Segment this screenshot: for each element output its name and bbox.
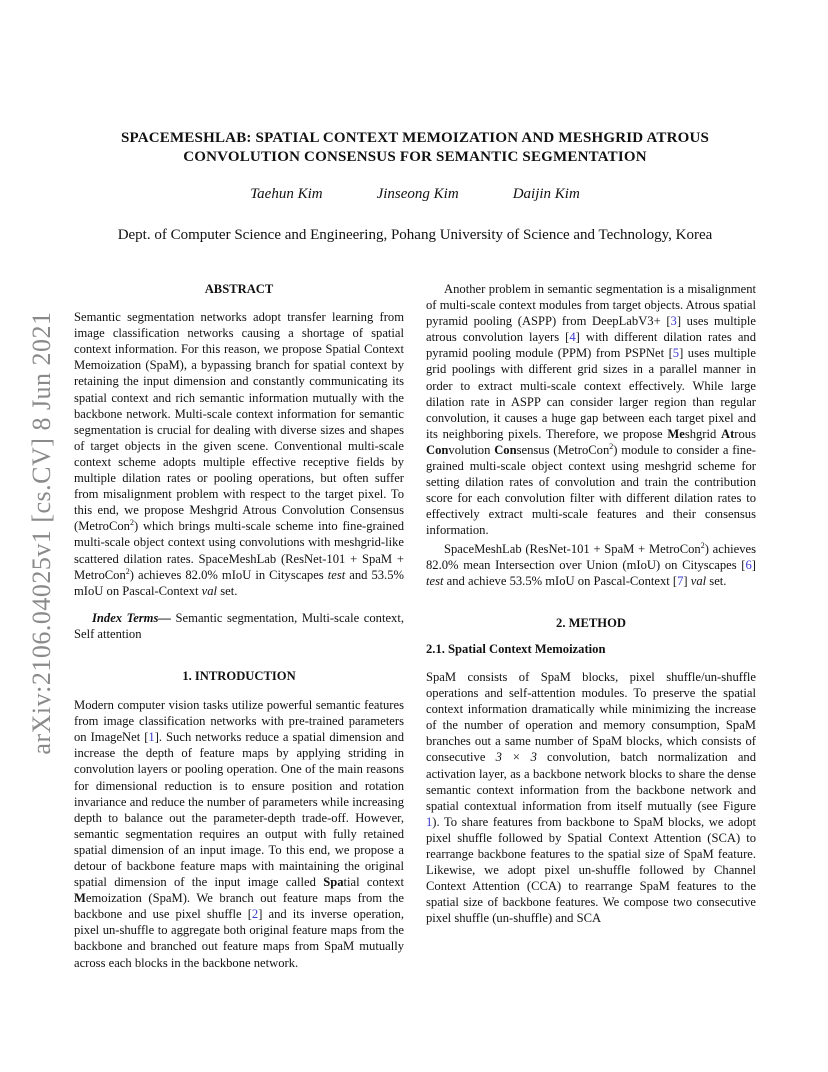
method-subheading: 2.1. Spatial Context Memoization — [426, 641, 606, 656]
intro-text: Modern computer vision tasks utilize powerful semantic features from image classification networks with pre-trained parameters on ImageNet [1]. Such networks reduce a spatial dimension and increase the depth of feature maps by applying striding in convolution layers or pooling operation. One of the main reasons for dimensional reduction is to ensure position and rotation invariance and reduce the number of parameters while increasing depth to balance out the parameter-depth trade-off. However, semantic segmentation requires an output with fully retained spatial dimension of an input image. To this end, we propose a detour of backbone feature maps with maintaining the original spatial dimension of the input image called Spatial context Memoization (SpaM). We branch out feature maps from the backbone and use pixel shuffle [2] and its inverse operation, pixel un-shuffle to aggregate both original feature maps from the backbone and branched out feature maps from SpaM mutually across each blocks in the backbone network. — [74, 698, 405, 970]
author-name: Jinseong Kim — [376, 186, 459, 202]
arxiv-stamp: arXiv:2106.04025v1 [cs.CV] 8 Jun 2021 — [27, 311, 56, 755]
citation-link[interactable]: 5 — [672, 346, 680, 361]
citation-link[interactable]: 1 — [148, 730, 155, 745]
citation-link[interactable]: 7 — [677, 573, 684, 588]
title-line-1: SPACEMESHLAB: SPATIAL CONTEXT MEMOIZATION AND MESHGRID ATROUS — [120, 130, 710, 146]
method-heading: 2. METHOD — [556, 615, 626, 630]
method-text: SpaM consists of SpaM blocks, pixel shuffle/un-shuffle operations and self-attention modules. To preserve the spatial context information dramatically while minimizing the increase of the number of operation and memory consumption, SpaM branches out a same number of SpaM blocks, which consists of consecutive 3 × 3 convolution, batch normalization and activation layer, as a backbone network blocks to share the dense semantic context information from the backbone network and spatial contextual information from itself mutually (see Figure 1). To share features from backbone to SpaM blocks, we adopt pixel shuffle followed by Spatial Context Attention (SCA) to rearrange backbone features to the spatial size of SpaM feature. Likewise, we adopt pixel un-shuffle followed by Channel Context Attention (CCA) to rearrange SpaM features to the spatial size of backbone features. We compose two consecutive pixel shuffle (un-shuffle) and SCA — [426, 669, 757, 926]
summary-text: SpaceMeshLab (ResNet-101 + SpaM + MetroCon$^2$) achieves 82.0% mean Intersection over Union (mIoU) on Cityscapes [6] test and achieve 53.5% mIoU on Pascal-Context [7] val set. — [426, 540, 756, 588]
problem-text: Another problem in semantic segmentation is a misalignment of multi-scale context modules from target objects. Atrous spatial pyramid pooling (ASPP) from DeepLabV3+ [3] uses multiple atrous convolution layers [4] with different dilation rates and pyramid pooling module (PPM) from PSPNet [5] uses multiple grid poolings with different grid sizes in a parallel manner in order to extract multi-scale context effectively. While large dilation rate in ASPP can consider larger region than regular convolution, it causes a huge gap between each target pixel and its neighboring pixels. Therefore, we propose Meshgrid Atrous Convolution Consensus (MetroCon$^2$) module to consider a fine-grained multi-scale object context using meshgrid scheme for setting dilation rates of convolution and train the contribution score for each convolution filter with different dilation rates to effectively extract multi-scale features and their consensus information. — [426, 282, 756, 538]
intro-heading: 1. INTRODUCTION — [182, 668, 296, 683]
abstract-heading: ABSTRACT — [204, 282, 274, 296]
citation-link[interactable]: 3 — [670, 314, 677, 329]
author-name: Taehun Kim — [250, 186, 323, 202]
citation-link[interactable]: 4 — [569, 330, 576, 345]
figure-link[interactable]: 1 — [426, 814, 433, 829]
left-column — [74, 281, 404, 971]
abstract-text: Semantic segmentation networks adopt transfer learning from image classification networks causing a shortage of spatial context information. For this reason, we propose Spatial Context Memoization (SpaM), a bypassing branch for spatial context by retaining the input dimension and constantly communicating its spatial context and rich semantic information mutually with the backbone network. Multi-scale context information for semantic segmentation is crucial for dealing with diverse sizes and shapes of target objects in the given scene. Conventional multi-scale context scheme adopts multiple effective receptive fields by multiple dilation rates or pooling operations, but often suffer from misalignment problem with respect to the target pixel. To this end, we propose Meshgrid Atrous Convolution Consensus (MetroCon$^2$) which brings multi-scale scheme into fine-grained multi-scale object context using convolutions with meshgrid-like scattered dilation rates. SpaceMeshLab (ResNet-101 + SpaM + MetroCon$^2$) achieves 82.0% mIoU in Cityscapes test and 53.5% mIoU on Pascal-Context val set. — [74, 310, 404, 598]
affiliation: Dept. of Computer Science and Engineering, Pohang University of Science and Technology, Korea — [117, 227, 713, 243]
index-terms: Index Terms— Semantic segmentation, Multi-scale context, Self attention — [74, 610, 404, 641]
citation-link[interactable]: 2 — [251, 907, 259, 922]
title-line-2: CONVOLUTION CONSENSUS FOR SEMANTIC SEGMENTATION — [183, 149, 647, 165]
author-list — [70, 186, 760, 203]
right-column — [426, 281, 756, 926]
citation-link[interactable]: 6 — [745, 557, 752, 572]
paper-title — [70, 129, 760, 167]
author-name: Daijin Kim — [512, 186, 580, 202]
